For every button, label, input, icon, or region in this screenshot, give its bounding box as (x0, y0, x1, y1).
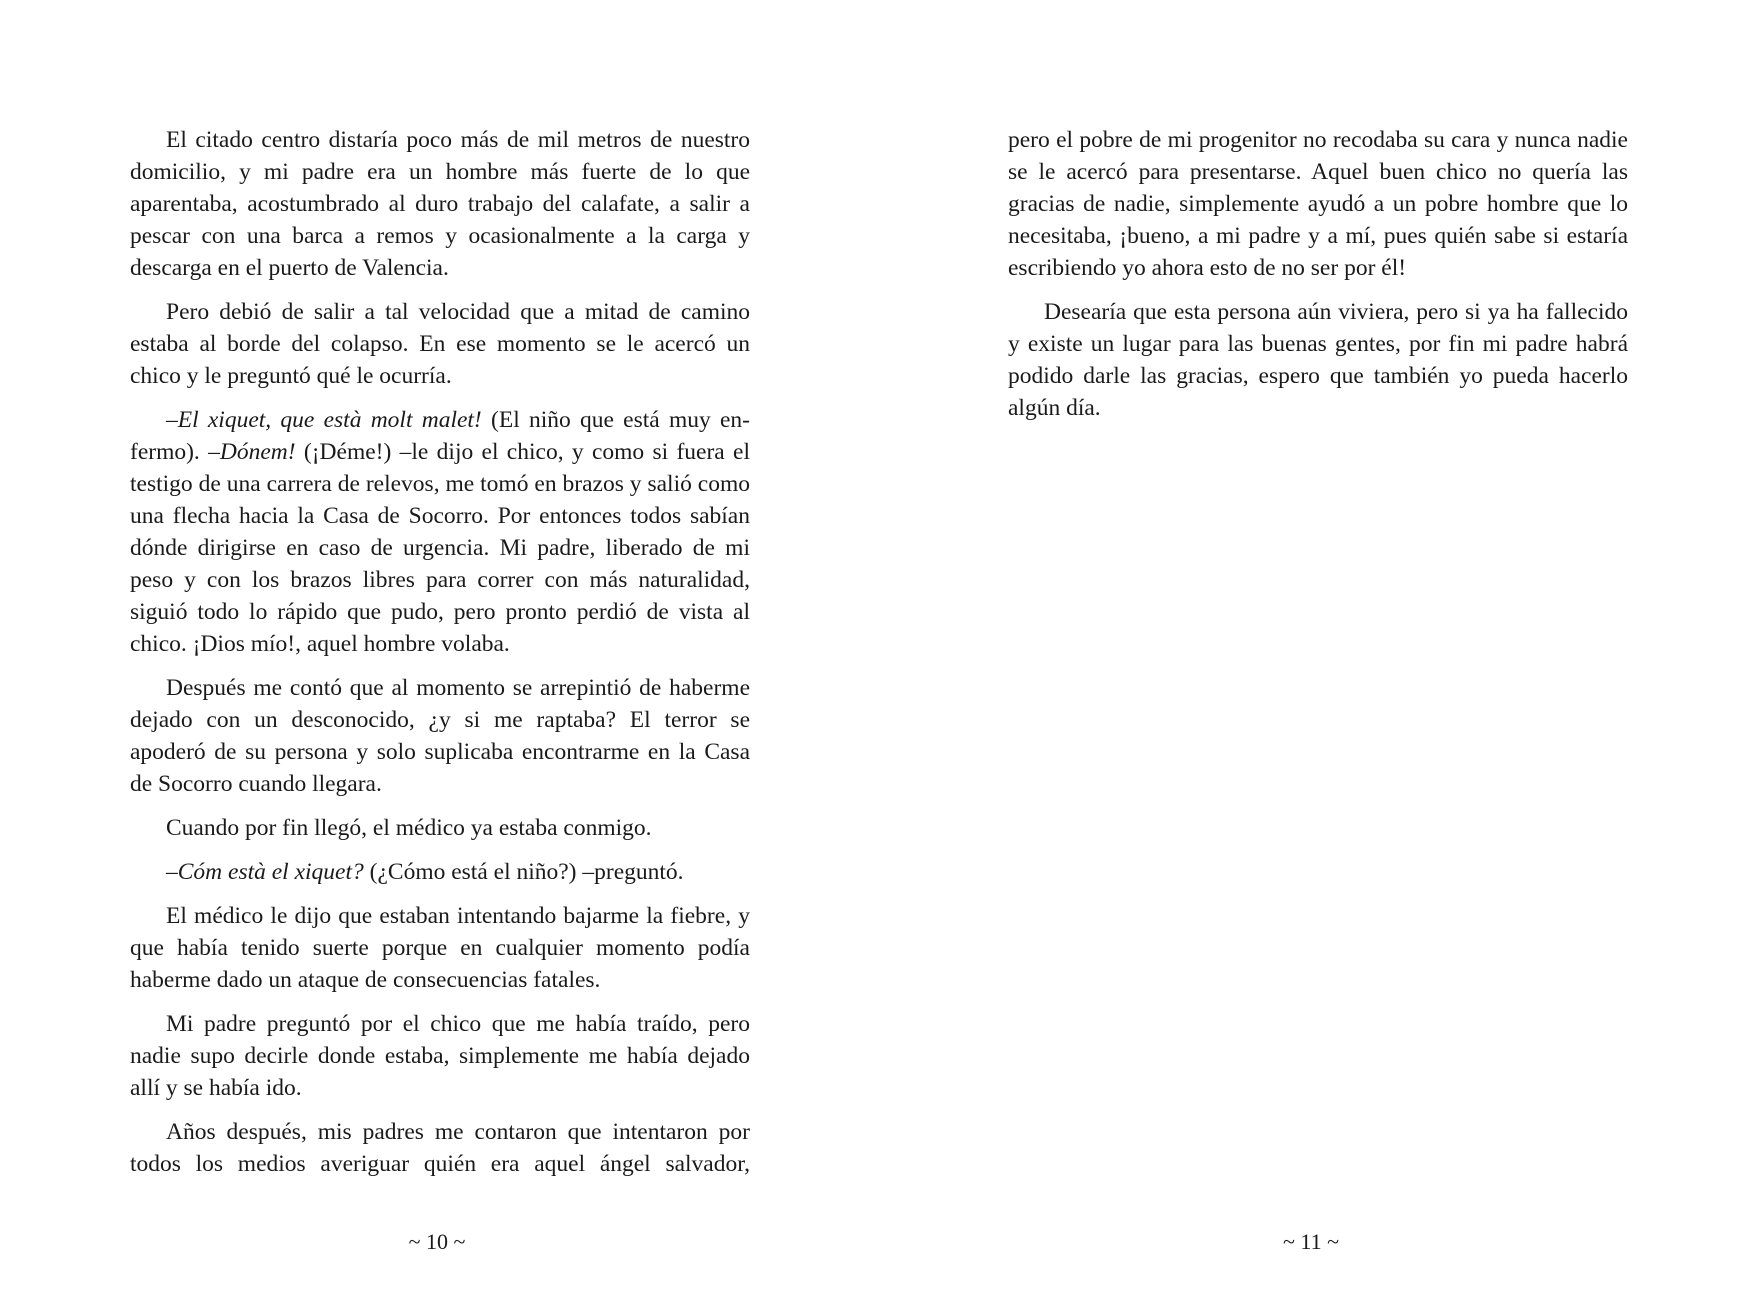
paragraph (130, 1008, 750, 1104)
text-segment: Mi padre preguntó por el chico que me había traído, pero nadie supo decirle donde estaba, simplemente me había dejado allí y se había ido. (130, 1011, 750, 1101)
text-segment: (El niño que está muy enfermo). – (130, 407, 750, 465)
paragraph (130, 404, 750, 660)
italic-text: Dónem! (219, 439, 296, 465)
text-segment: Desearía que esta persona aún viviera, pero si ya ha fallecido y existe un lugar para las buenas gentes, por fin mi padre habrá podido darle las gracias, espero que también yo pueda hacerlo algún día. (1008, 299, 1628, 421)
italic-text: –Cóm està el xiquet? (166, 859, 364, 885)
text-segment: Cuando por fin llegó, el médico ya estaba conmigo. (166, 815, 652, 841)
text-segment: Años después, mis padres me contaron que intentaron por todos los medios averiguar quién era aquel ángel salvador, (130, 1119, 750, 1177)
text-segment: Después me contó que al momento se arrepintió de haberme dejado con un desconocido, ¿y si me raptaba? El terror se apoderó de su persona y solo suplicaba encontrarme en la Casa de Socorro cuando llegara. (130, 675, 750, 797)
paragraph (1008, 124, 1628, 284)
italic-text: –El xiquet, que està molt malet! (166, 407, 482, 433)
text-segment: El citado centro distaría poco más de mil metros de nuestro domicilio, y mi padre era un hombre más fuerte de lo que aparentaba, acostumbrado al duro trabajo del calafate, a salir a pescar con una barca a remos y ocasionalmente a la carga y descarga en el puerto de Valencia. (130, 127, 750, 281)
text-segment: Pero debió de salir a tal velocidad que a mitad de camino estaba al borde del colapso. En ese momento se le acercó un chico y le preguntó qué le ocurría. (130, 299, 750, 389)
paragraph (1008, 296, 1628, 424)
paragraph (130, 1116, 750, 1180)
page-number: ~ 11 ~ (1283, 1229, 1339, 1254)
text-segment: El médico le dijo que estaban intentando bajarme la fiebre, y que había tenido suerte porque en cualquier momento podía haberme dado un ataque de consecuencias fatales. (130, 903, 750, 993)
paragraph (130, 856, 750, 888)
page-number: ~ 10 ~ (408, 1229, 466, 1254)
text-segment: (¡Déme!) –le dijo el chico, y como si fuera el testigo de una carrera de relevos, me tomó en brazos y salió como una flecha hacia la Casa de Socorro. Por entonces todos sabían dónde dirigirse en caso de urgencia. Mi padre, liberado de mi peso y con los brazos libres para correr con más naturalidad, siguió todo lo rápido que pudo, pero pronto perdió de vista al chico. ¡Dios mío!, aquel hombre volaba. (130, 439, 751, 657)
text-segment: pero el pobre de mi progenitor no recodaba su cara y nunca nadie se le acercó para presentarse. Aquel buen chico no quería las gracias de nadie, simplemente ayudó a un pobre hombre que lo necesitaba, ¡bueno, a mi padre y a mí, pues quién sabe si estaría escribiendo yo ahora esto de no ser por él! (1008, 127, 1628, 281)
paragraph (130, 672, 750, 800)
right-page-body (1008, 124, 1628, 436)
paragraph (130, 124, 750, 284)
text-segment: (¿Cómo está el niño?) –preguntó. (363, 859, 684, 885)
paragraph (130, 296, 750, 392)
left-page-body (130, 124, 750, 1192)
paragraph (130, 900, 750, 996)
paragraph (130, 812, 750, 844)
right-page (874, 0, 1748, 1299)
